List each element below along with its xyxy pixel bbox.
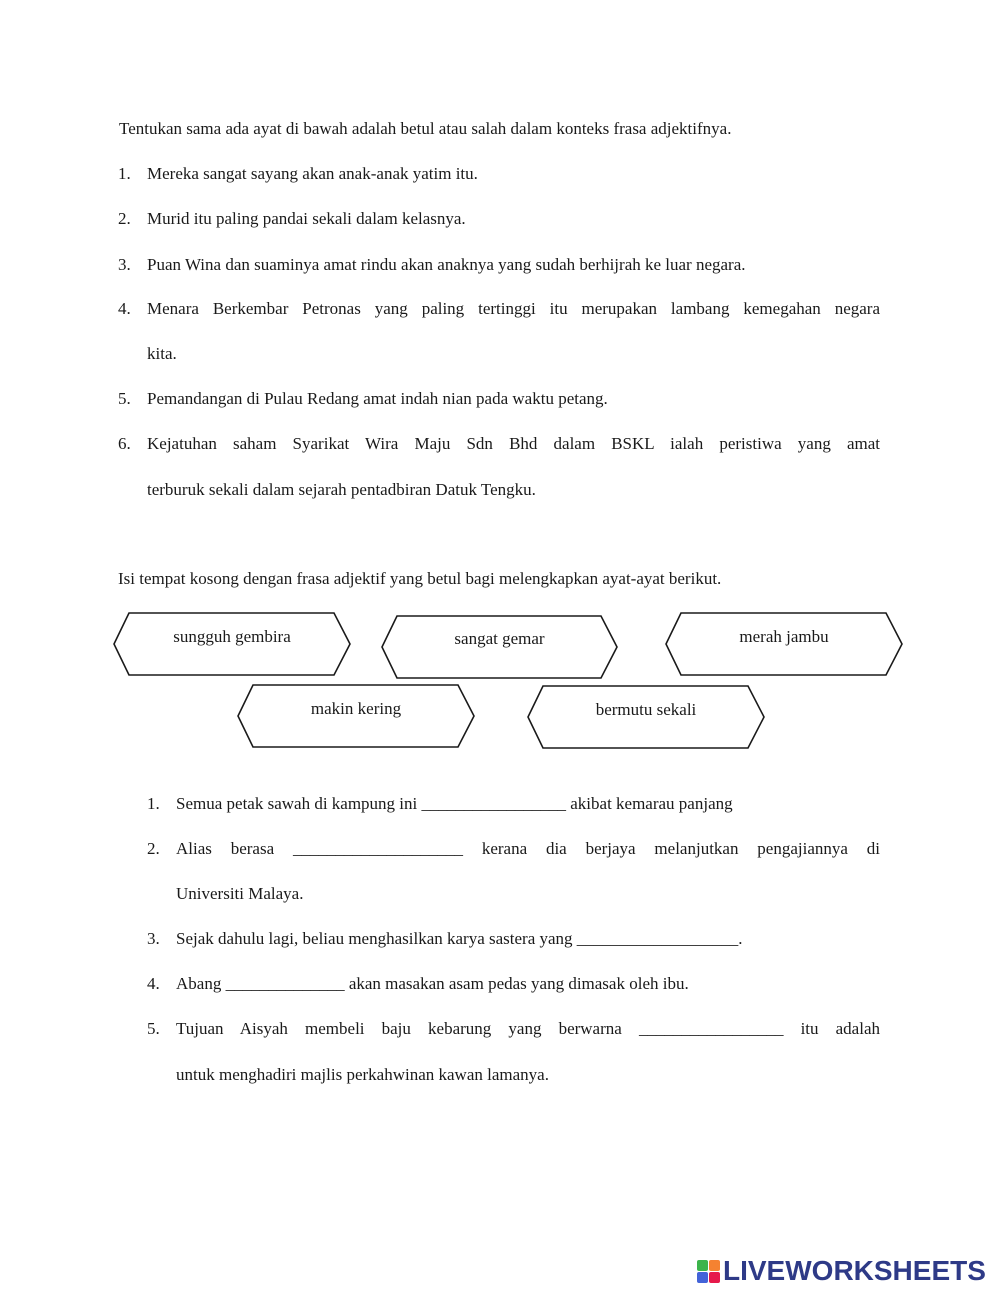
- list-item: Tujuan Aisyah membeli baju kebarung yang berwarna _________________ itu adalah: [176, 1019, 880, 1038]
- list-item-continuation: untuk menghadiri majlis perkahwinan kawan lamanya.: [176, 1065, 549, 1084]
- word-bank-label: sangat gemar: [454, 629, 545, 648]
- word-bank-label: bermutu sekali: [595, 700, 697, 719]
- list-item-number: 2.: [147, 839, 160, 858]
- list-item: Mereka sangat sayang akan anak-anak yatim itu.: [147, 164, 478, 183]
- list-item-number: 3.: [118, 255, 131, 274]
- list-item-number: 5.: [118, 389, 131, 408]
- section1-instruction: Tentukan sama ada ayat di bawah adalah betul atau salah dalam konteks frasa adjektifnya.: [119, 119, 732, 138]
- word-bank-item[interactable]: [526, 685, 766, 749]
- list-item-continuation: Universiti Malaya.: [176, 884, 304, 903]
- word-bank-label: makin kering: [310, 699, 402, 718]
- list-item-number: 3.: [147, 929, 160, 948]
- word-bank-item[interactable]: [380, 615, 619, 679]
- list-item-number: 4.: [147, 974, 160, 993]
- list-item-continuation: terburuk sekali dalam sejarah pentadbiran Datuk Tengku.: [147, 480, 536, 499]
- word-bank-label: sungguh gembira: [173, 627, 291, 646]
- word-bank-item[interactable]: [664, 612, 904, 676]
- liveworksheets-mark-icon: [697, 1260, 720, 1283]
- list-item-number: 5.: [147, 1019, 160, 1038]
- word-bank-item[interactable]: [112, 612, 352, 676]
- list-item: Puan Wina dan suaminya amat rindu akan anaknya yang sudah berhijrah ke luar negara.: [147, 255, 746, 274]
- list-item: Murid itu paling pandai sekali dalam kelasnya.: [147, 209, 466, 228]
- list-item-number: 2.: [118, 209, 131, 228]
- section2-instruction: Isi tempat kosong dengan frasa adjektif yang betul bagi melengkapkan ayat-ayat berikut.: [118, 569, 722, 588]
- list-item: Kejatuhan saham Syarikat Wira Maju Sdn Bhd dalam BSKL ialah peristiwa yang amat: [147, 434, 880, 453]
- list-item: Alias berasa ____________________ kerana dia berjaya melanjutkan pengajiannya di: [176, 839, 880, 858]
- brand-name: LIVEWORKSHEETS: [723, 1255, 986, 1286]
- list-item: Abang ______________ akan masakan asam pedas yang dimasak oleh ibu.: [176, 974, 689, 993]
- list-item-number: 1.: [147, 794, 160, 813]
- list-item-number: 4.: [118, 299, 131, 318]
- list-item: Pemandangan di Pulau Redang amat indah nian pada waktu petang.: [147, 389, 608, 408]
- list-item-number: 1.: [118, 164, 131, 183]
- word-bank-label: merah jambu: [739, 627, 829, 646]
- list-item: Sejak dahulu lagi, beliau menghasilkan karya sastera yang ___________________.: [176, 929, 743, 948]
- list-item: Menara Berkembar Petronas yang paling tertinggi itu merupakan lambang kemegahan negara: [147, 299, 880, 318]
- list-item-continuation: kita.: [147, 344, 177, 363]
- list-item-number: 6.: [118, 434, 131, 453]
- word-bank-item[interactable]: [236, 684, 476, 748]
- liveworksheets-logo: [697, 1255, 986, 1287]
- list-item: Semua petak sawah di kampung ini _________________ akibat kemarau panjang: [176, 794, 733, 813]
